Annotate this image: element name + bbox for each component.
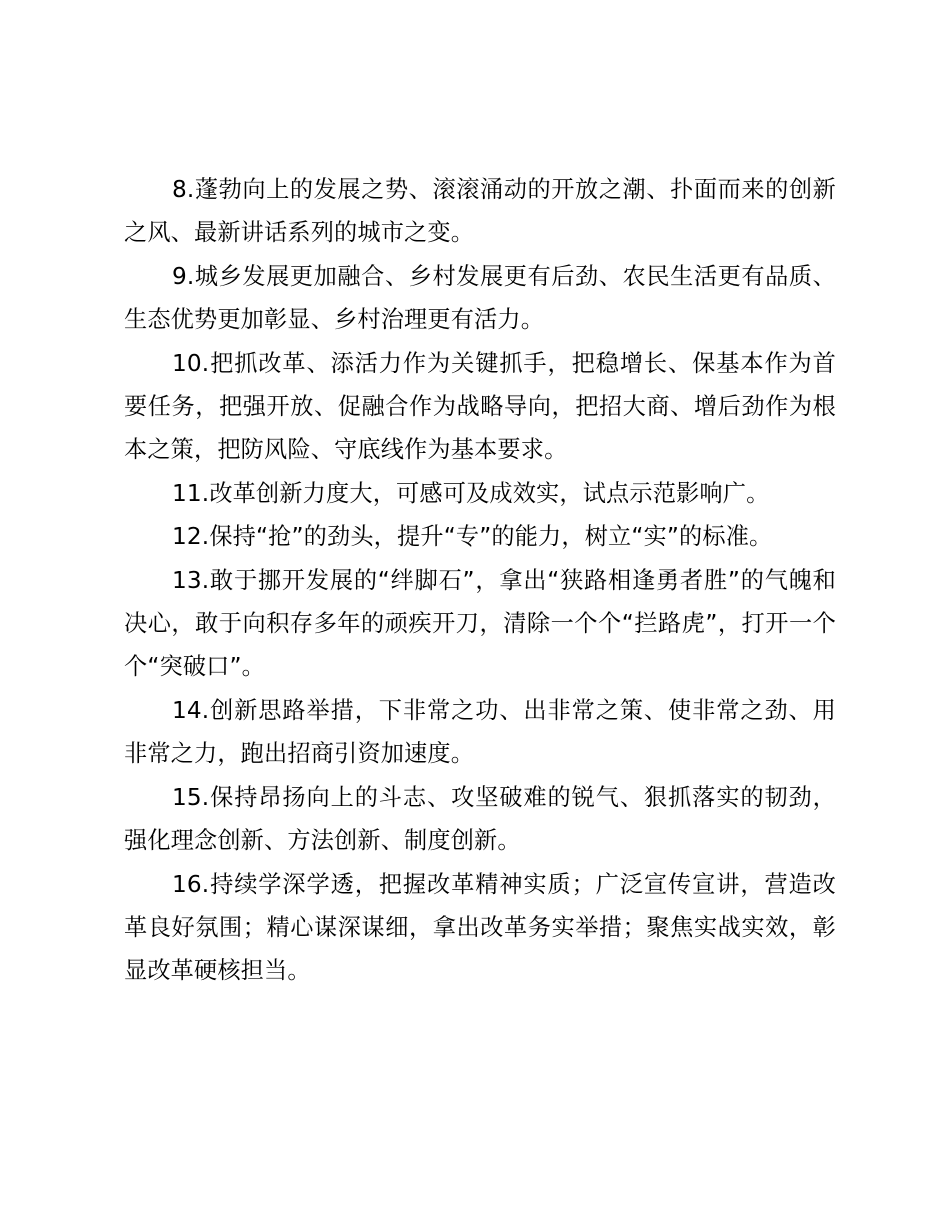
paragraph-item-11: 11.改革创新力度大，可感可及成效实，试点示范影响广。: [172, 479, 770, 507]
paragraph-item-8: 8.蓬勃向上的发展之势、滚滚涌动的开放之潮、扑面而来的创新之风、最新讲话系列的城市之变。: [124, 176, 836, 247]
paragraph-item-16: 16.持续学深学透，把握改革精神实质；广泛宣传宣讲，营造改革良好氛围；精心谋深谋细，拿出改革务实举措；聚焦实战实效，彰显改革硬核担当。: [124, 870, 836, 985]
paragraph-item-13: 13.敢于挪开发展的“绊脚石”，拿出“狭路相逢勇者胜”的气魄和决心，敢于向积存多年的顽疾开刀，清除一个个“拦路虎”，打开一个个“突破口”。: [124, 566, 836, 681]
paragraph-item-10: 10.把抓改革、添活力作为关键抓手，把稳增长、保基本作为首要任务，把强开放、促融合作为战略导向，把招大商、增后劲作为根本之策，把防风险、守底线作为基本要求。: [124, 349, 836, 464]
paragraph-item-14: 14.创新思路举措，下非常之功、出非常之策、使非常之劲、用非常之力，跑出招商引资加速度。: [124, 696, 836, 768]
paragraph-item-9: 9.城乡发展更加融合、乡村发展更有后劲、农民生活更有品质、生态优势更加彰显、乡村治理更有活力。: [124, 262, 836, 334]
paragraph-item-12: 12.保持“抢”的劲头，提升“专”的能力，树立“实”的标准。: [172, 523, 773, 551]
paragraph-item-15: 15.保持昂扬向上的斗志、攻坚破难的锐气、狠抓落实的韧劲，强化理念创新、方法创新、制度创新。: [124, 783, 836, 855]
document-body: [124, 168, 836, 993]
